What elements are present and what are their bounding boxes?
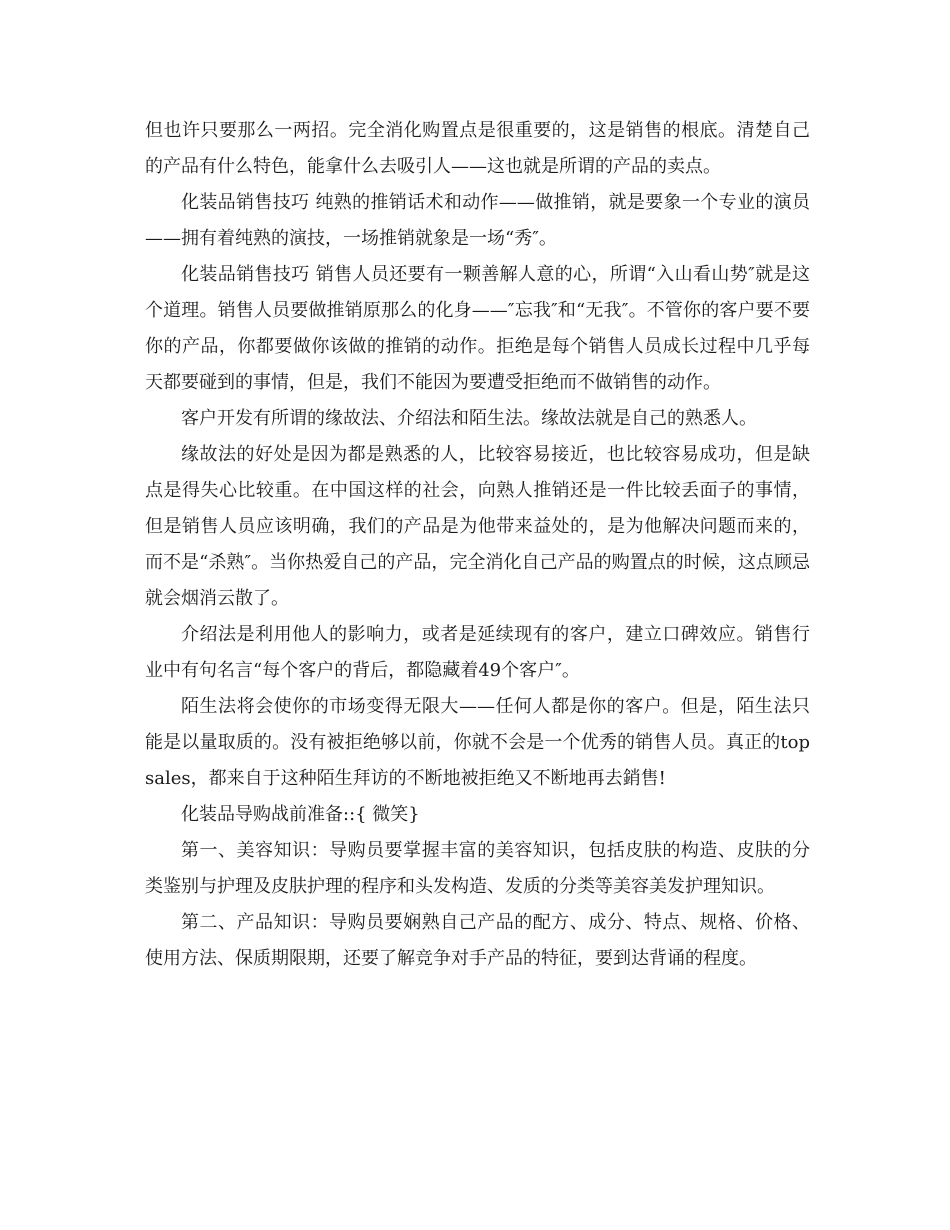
paragraph-cold-call-method: 陌生法将会使你的市场变得无限大——任何人都是你的客户。但是，陌生法只能是以量取质的。没有被拒绝够以前，你就不会是一个优秀的销售人员。真正的top sales，都来自于这种陌生拜访的不断地被拒绝又不断地再去銷售! [145,696,810,789]
paragraph-sales-technique-acting: 化装品销售技巧 纯熟的推销话术和动作——做推销，就是要象一个专业的演员——拥有着纯熟的演技，一场推销就象是一场“秀″。 [145,192,810,249]
paragraph-product-selling-points: 但也许只要那么一两招。完全消化购置点是很重要的，这是销售的根底。清楚自己的产品有什么特色，能拿什么去吸引人——这也就是所谓的产品的卖点。 [145,120,810,177]
paragraph-sales-technique-empathy: 化装品销售技巧 销售人员还要有一颗善解人意的心，所谓“入山看山势″就是这个道理。销售人员要做推销原那么的化身——″忘我″和“无我″。不管你的客户要不要你的产品，你都要做你该做的推销的动作。拒绝是每个销售人员成长过程中几乎每天都要碰到的事情，但是，我们不能因为要遭受拒绝而不做销售的动作。 [145,264,810,393]
paragraph-acquaintance-method: 缘故法的好处是因为都是熟悉的人，比较容易接近，也比较容易成功，但是缺点是得失心比较重。在中国这样的社会，向熟人推销还是一件比较丢面子的事情，但是销售人员应该明确，我们的产品是为他带来益处的，是为他解决问题而来的，而不是“杀熟″。当你热爱自己的产品，完全消化自己产品的购置点的时候，这点顾忌就会烟消云散了。 [145,444,810,609]
paragraph-customer-development: 客户开发有所谓的缘故法、介绍法和陌生法。缘故法就是自己的熟悉人。 [181,408,757,429]
paragraph-product-knowledge: 第二、产品知识：导购员要娴熟自己产品的配方、成分、特点、规格、价格、使用方法、保质期限期，还要了解竞争对手产品的特征，要到达背诵的程度。 [145,912,810,969]
paragraph-referral-method: 介绍法是利用他人的影响力，或者是延续现有的客户，建立口碑效应。销售行业中有句名言“每个客户的背后，都隐藏着49个客户″。 [145,624,810,681]
paragraph-beauty-knowledge: 第一、美容知识：导购员要掌握丰富的美容知识，包括皮肤的构造、皮肤的分类鉴别与护理及皮肤护理的程序和头发构造、发质的分类等美容美发护理知识。 [145,840,810,897]
paragraph-preparation-heading: 化装品导购战前准备::{ 微笑} [181,804,420,825]
document-page [145,113,810,977]
